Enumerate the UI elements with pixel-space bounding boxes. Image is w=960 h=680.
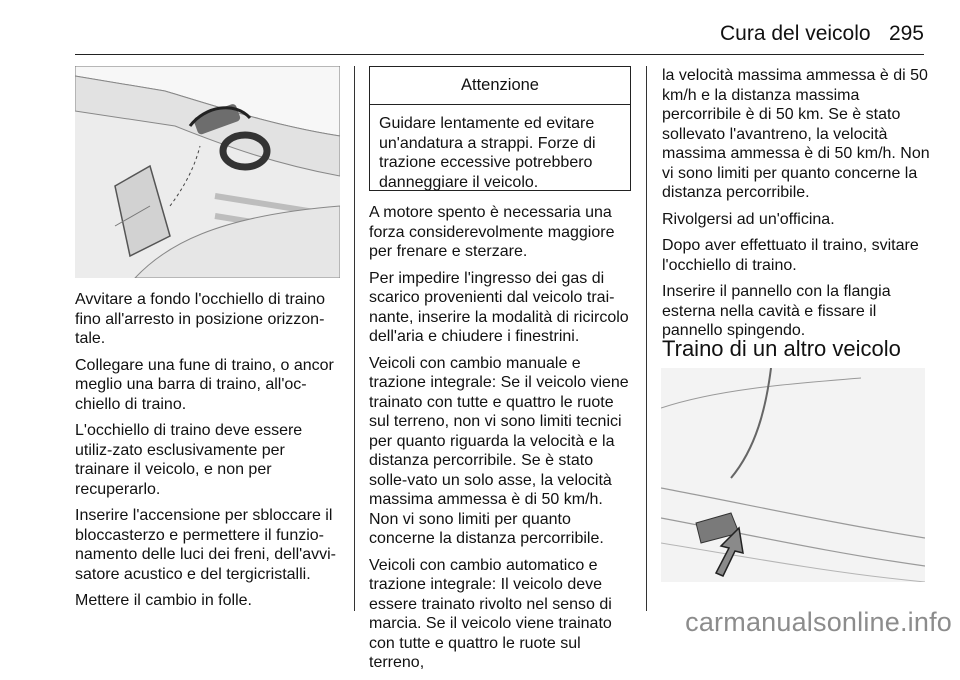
warning-title: Attenzione: [370, 67, 630, 105]
column-3-text: [662, 66, 930, 348]
page-number: 295: [888, 22, 924, 45]
column-2-text: [369, 203, 635, 680]
paragraph: Collegare una fune di traino, o ancor meglio una barra di traino, all'oc-chiello di traino.: [75, 356, 334, 413]
paragraph: Rivolgersi ad un'officina.: [662, 210, 835, 228]
paragraph: A motore spento è necessaria una forza considerevolmente maggiore per frenare e sterzare.: [369, 204, 615, 260]
paragraph: Per impedire l'ingresso dei gas di scarico provenienti dal veicolo trai-nante, inserire la modalità di ricircolo dell'aria e chiudere i finestrini.: [369, 269, 629, 345]
watermark: carmanualsonline.info: [685, 607, 952, 637]
header-divider: [75, 54, 924, 55]
paragraph: Avvitare a fondo l'occhiello di traino fino all'arresto in posizione orizzon-tale.: [75, 291, 326, 347]
paragraph: L'occhiello di traino deve essere utiliz-zato esclusivamente per trainare il veicolo, e non per recuperarlo.: [75, 422, 303, 498]
column-1-text: [75, 290, 343, 618]
running-header-title: Cura del veicolo: [720, 22, 871, 45]
paragraph: Inserire il pannello con la flangia esterna nella cavità e fissare il pannello spingendo.: [662, 283, 891, 339]
warning-box: [369, 66, 631, 191]
section-title: Traino di un altro veicolo: [662, 336, 901, 361]
warning-body: Guidare lentamente ed evitare un'andatura a strappi. Forze di trazione eccessive potrebbero danneggiare il veicolo.: [379, 115, 596, 191]
paragraph: Mettere il cambio in folle.: [75, 592, 252, 609]
paragraph: Inserire l'accensione per sbloccare il bloccasterzo e permettere il funzio-namento delle luci dei freni, dell'avvi-satore acustico e del tergicristalli.: [75, 507, 336, 583]
paragraph: Veicoli con cambio manuale e trazione integrale: Se il veicolo viene trainato con tutte e quattro le ruote sul terreno, non vi sono limiti tecnici per quanto riguarda la velocità e la distanza percorribile. Se è stato solle-vato un solo asse, la velocità massima ammessa è di 50 km/h. Non vi sono limiti per quanto concerne la distanza percorribile.: [369, 354, 629, 547]
paragraph: Dopo aver effettuato il traino, svitare l'occhiello di traino.: [662, 237, 919, 274]
paragraph: la velocità massima ammessa è di 50 km/h e la distanza massima percorribile è di 50 km. Se è stato sollevato l'avantreno, la velocità massima ammessa è di 50 km/h. Non vi sono limiti per quanto concerne la distanza percorribile.: [662, 67, 930, 201]
column-divider-2: [646, 66, 647, 611]
paragraph: Veicoli con cambio automatico e trazione integrale: Il veicolo deve essere trainato rivolto nel senso di marcia. Se il veicolo viene trainato con tutte e quattro le ruote sul terreno,: [369, 556, 612, 671]
rear-tow-eye-illustration: [661, 368, 925, 582]
column-divider-1: [354, 66, 355, 611]
tow-eye-illustration: [75, 66, 340, 278]
